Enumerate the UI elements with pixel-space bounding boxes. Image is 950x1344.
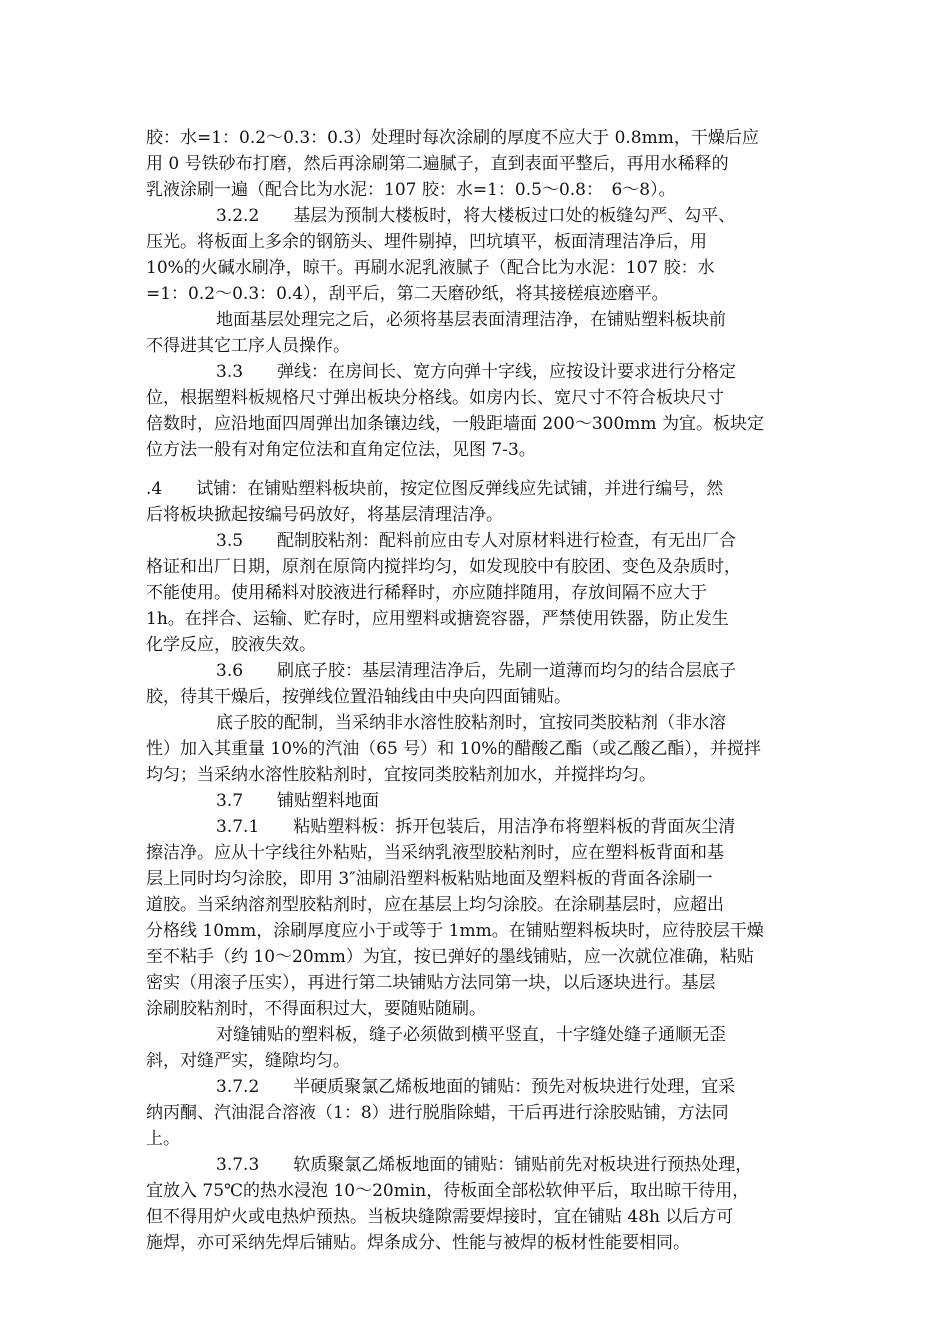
text-line: 胶：水=1：0.2～0.3：0.3）处理时每次涂刷的厚度不应大于 0.8mm，干燥后应	[146, 128, 759, 148]
text-line: 施焊，亦可采纳先焊后铺贴。焊条成分、性能与被焊的板材性能要相同。	[146, 1233, 690, 1253]
text-line: 胶，待其干燥后，按弹线位置沿轴线由中央向四面铺贴。	[146, 687, 571, 707]
text-line: 化学反应，胶液失效。	[146, 635, 316, 655]
text-line: 至不粘手（约 10～20mm）为宜，按已弹好的墨线铺贴，应一次就位准确，粘贴	[146, 947, 754, 967]
text-line: 上。	[146, 1129, 180, 1149]
text-line: 3.3 弹线：在房间长、宽方向弹十字线，应按设计要求进行分格定	[216, 362, 737, 382]
text-line: 乳液涂刷一遍（配合比为水泥：107 胶：水=1：0.5～0.8： 6～8）。	[146, 180, 676, 200]
text-line: 分格线 10mm，涂刷厚度应小于或等于 1mm。在铺贴塑料板块时，应待胶层干燥	[146, 921, 764, 941]
text-line: 擦洁净。应从十字线往外粘贴，当采纳乳液型胶粘剂时，应在塑料板背面和基	[146, 843, 724, 863]
text-line: 3.6 刷底子胶：基层清理洁净后，先刷一道薄而均匀的结合层底子	[216, 661, 737, 681]
text-line: 位，根据塑料板规格尺寸弹出板块分格线。如房内长、宽尺寸不符合板块尺寸	[146, 388, 724, 408]
text-line: 底子胶的配制，当采纳非水溶性胶粘剂时，宜按同类胶粘剂（非水溶	[216, 713, 726, 733]
text-line: 3.2.2 基层为预制大楼板时，将大楼板过口处的板缝勾严、勾平、	[216, 206, 736, 226]
text-line: 密实（用滚子压实），再进行第二块铺贴方法同第一块，以后逐块进行。基层	[146, 973, 716, 993]
text-line: 地面基层处理完之后，必须将基层表面清理洁净，在铺贴塑料板块前	[216, 310, 726, 330]
text-line: 3.7.3 软质聚氯乙烯板地面的铺贴：铺贴前先对板块进行预热处理，	[216, 1155, 753, 1175]
text-line: 不得进其它工序人员操作。	[146, 336, 350, 356]
text-line: 3.7.2 半硬质聚氯乙烯板地面的铺贴：预先对板块进行处理，宜采	[216, 1077, 736, 1097]
text-line: .4 试铺：在铺贴塑料板块前，按定位图反弹线应先试铺，并进行编号，然	[146, 479, 724, 499]
text-line: 3.7 铺贴塑料地面	[216, 791, 380, 811]
text-line: 3.5 配制胶粘剂：配料前应由专人对原材料进行检查，有无出厂合	[216, 531, 737, 551]
text-line: 宜放入 75℃的热水浸泡 10～20min，待板面全部松软伸平后，取出晾干待用，	[146, 1181, 750, 1201]
text-line: 倍数时，应沿地面四周弹出加条镶边线，一般距墙面 200～300mm 为宜。板块定	[146, 414, 764, 434]
text-line: =1：0.2～0.3：0.4），刮平后，第二天磨砂纸，将其接槎痕迹磨平。	[146, 284, 669, 304]
text-line: 不能使用。使用稀料对胶液进行稀释时，亦应随拌随用，存放间隔不应大于	[146, 583, 707, 603]
text-line: 层上同时均匀涂胶，即用 3″油刷沿塑料板粘贴地面及塑料板的背面各涂刷一	[146, 869, 713, 889]
text-line: 格证和出厂日期，原剂在原筒内搅拌均匀，如发现胶中有胶团、变色及杂质时，	[146, 557, 741, 577]
text-line: 对缝铺贴的塑料板，缝子必须做到横平竖直，十字缝处缝子通顺无歪	[216, 1025, 726, 1045]
text-line: 涂刷胶粘剂时，不得面积过大，要随贴随刷。	[146, 999, 486, 1019]
text-line: 1h。在拌合、运输、贮存时，应用塑料或搪瓷容器，严禁使用铁器，防止发生	[146, 609, 729, 629]
text-line: 3.7.1 粘贴塑料板：拆开包装后，用洁净布将塑料板的背面灰尘清	[216, 817, 736, 837]
text-line: 性）加入其重量 10%的汽油（65 号）和 10%的醋酸乙酯（或乙酸乙酯），并搅拌	[146, 739, 761, 759]
text-line: 但不得用炉火或电热炉预热。当板块缝隙需要焊接时，宜在铺贴 48h 以后方可	[146, 1207, 734, 1227]
text-line: 压光。将板面上多余的钢筋头、埋件剔掉，凹坑填平，板面清理洁净后，用	[146, 232, 707, 252]
text-line: 位方法一般有对角定位法和直角定位法，见图 7-3。	[146, 440, 536, 460]
text-line: 后将板块掀起按编号码放好，将基层清理洁净。	[146, 505, 503, 525]
text-line: 斜，对缝严实，缝隙均匀。	[146, 1051, 350, 1071]
text-line: 10%的火碱水刷净，晾干。再刷水泥乳液腻子（配合比为水泥：107 胶：水	[146, 258, 715, 278]
text-line: 纳丙酮、汽油混合溶液（1：8）进行脱脂除蜡，干后再进行涂胶贴铺，方法同	[146, 1103, 729, 1123]
text-line: 均匀；当采纳水溶性胶粘剂时，宜按同类胶粘剂加水，并搅拌均匀。	[146, 765, 656, 785]
text-line: 用 0 号铁砂布打磨，然后再涂刷第二遍腻子，直到表面平整后，再用水稀释的	[146, 154, 729, 174]
text-line: 道胶。当采纳溶剂型胶粘剂时，应在基层上均匀涂胶。在涂刷基层时，应超出	[146, 895, 724, 915]
